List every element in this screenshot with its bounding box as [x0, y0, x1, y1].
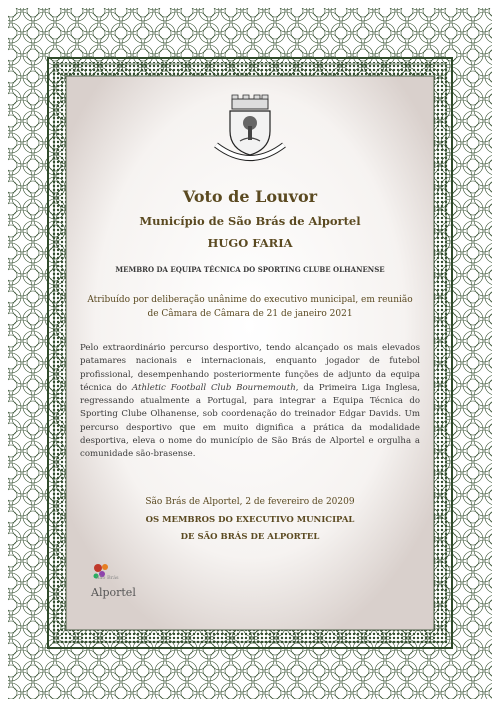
logo-small-text: São Brás — [96, 575, 119, 581]
signatories-line-1: OS MEMBROS DO EXECUTIVO MUNICIPAL — [145, 515, 355, 525]
municipality-logo — [78, 560, 148, 610]
coat-of-arms-icon — [208, 93, 292, 165]
attribution-text: Atribuído por deliberação unânime do executivo municipal, em reunião de Câmara de Câmara de 21 de janeiro 2021 — [87, 295, 413, 319]
citation-text-part2: , da Primeira Liga Inglesa, regressando atualmente a Portugal, para integrar a Equipa Técnica do Sporting Clube Olhanense, sob coordenação do treinador Edgar Davids. Um percurso desportivo que em muito dignifica a prática da modalidade desportiva, eleva o nome do município de São Brás de Alportel e orgulha a comunidade são-brasense. — [80, 382, 421, 460]
honoree-role: MEMBRO DA EQUIPA TÉCNICA DO SPORTING CLUBE OLHANENSE — [115, 265, 385, 274]
place-and-date: São Brás de Alportel, 2 de fevereiro de 20209 — [145, 497, 355, 507]
honoree-name: HUGO FARIA — [207, 236, 293, 250]
certificate-content — [80, 85, 420, 615]
signatories-line-2: DE SÃO BRÁS DE ALPORTEL — [180, 532, 320, 542]
citation-text-part1: Pelo extraordinário percurso desportivo, tendo alcançado os mais elevados patamares nacionais e internacionais, enquanto jogador de futebol profissional, desempenhando posteriormente funções de adjunto da equipa técnica do — [80, 343, 420, 393]
citation-club-name: Athletic Football Club Bournemouth — [131, 382, 296, 393]
certificate-title: Voto de Louvor — [182, 187, 318, 206]
citation-body — [80, 342, 420, 462]
municipality-name: Município de São Brás de Alportel — [139, 214, 361, 228]
logo-big-text: Alportel — [91, 586, 136, 599]
